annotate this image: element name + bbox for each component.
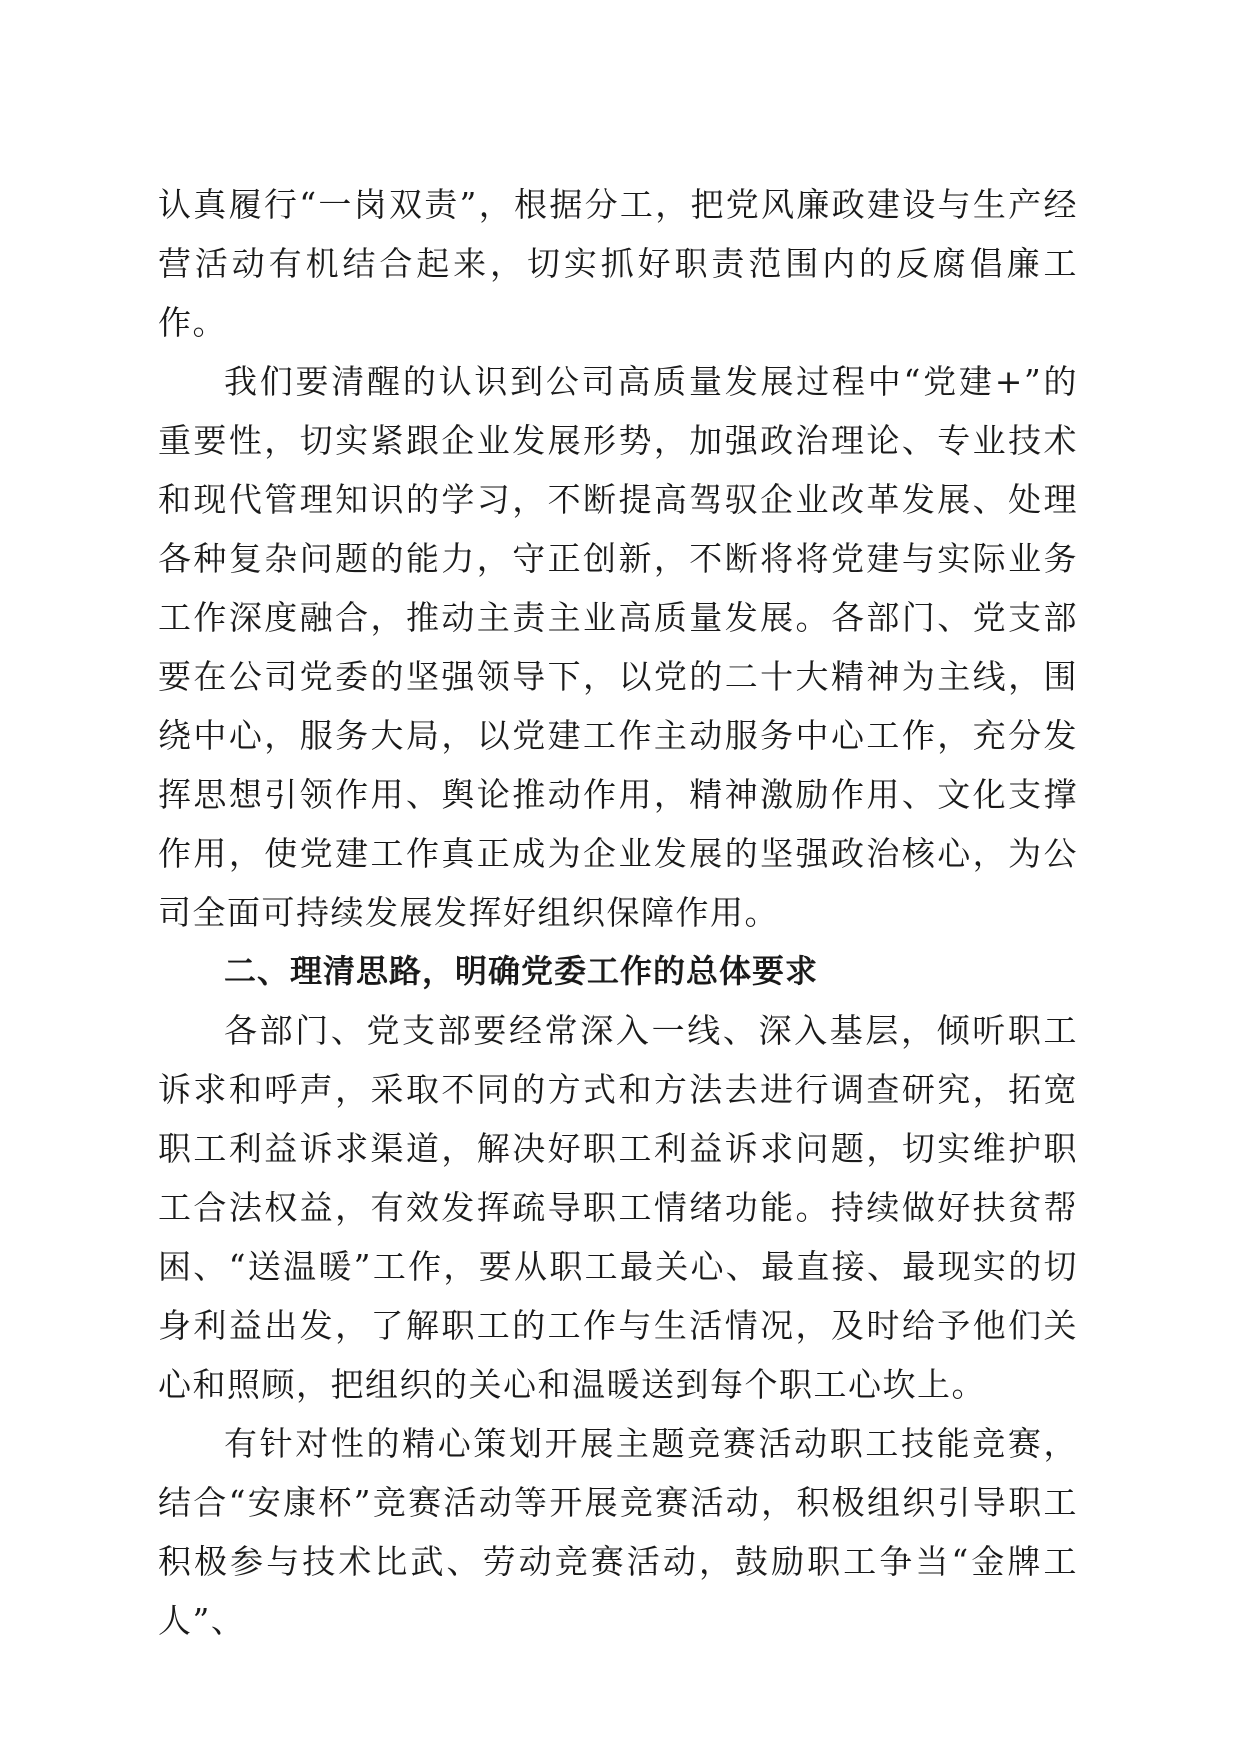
paragraph-employee-care: 各部门、党支部要经常深入一线、深入基层，倾听职工诉求和呼声，采取不同的方式和方法去进行调查研究，拓宽职工利益诉求渠道，解决好职工利益诉求问题，切实维护职工合法权益，有效发挥疏导职工情绪功能。持续做好扶贫帮困、“送温暖”工作，要从职工最关心、最直接、最现实的切身利益出发，了解职工的工作与生活情况，及时给予他们关心和照顾，把组织的关心和温暖送到每个职工心坎上。 xyxy=(158,1011,1078,1404)
paragraph-skills-competition: 有针对性的精心策划开展主题竞赛活动职工技能竞赛，结合“安康杯”竞赛活动等开展竞赛活动，积极组织引导职工积极参与技术比武、劳动竞赛活动，鼓励职工争当“金牌工人”、 xyxy=(158,1424,1078,1640)
section-heading: 二、理清思路，明确党委工作的总体要求 xyxy=(224,952,819,990)
paragraph-continued: 认真履行“一岗双责”，根据分工，把党风廉政建设与生产经营活动有机结合起来，切实抓好职责范围内的反腐倡廉工作。 xyxy=(158,185,1078,342)
document-body xyxy=(158,175,1078,1650)
paragraph-party-building: 我们要清醒的认识到公司高质量发展过程中“党建+”的重要性，切实紧跟企业发展形势，加强政治理论、专业技术和现代管理知识的学习，不断提高驾驭企业改革发展、处理各种复杂问题的能力，守正创新，不断将将党建与实际业务工作深度融合，推动主责主业高质量发展。各部门、党支部要在公司党委的坚强领导下，以党的二十大精神为主线，围绕中心，服务大局，以党建工作主动服务中心工作，充分发挥思想引领作用、舆论推动作用，精神激励作用、文化支撑作用，使党建工作真正成为企业发展的坚强政治核心，为公司全面可持续发展发挥好组织保障作用。 xyxy=(158,362,1078,932)
